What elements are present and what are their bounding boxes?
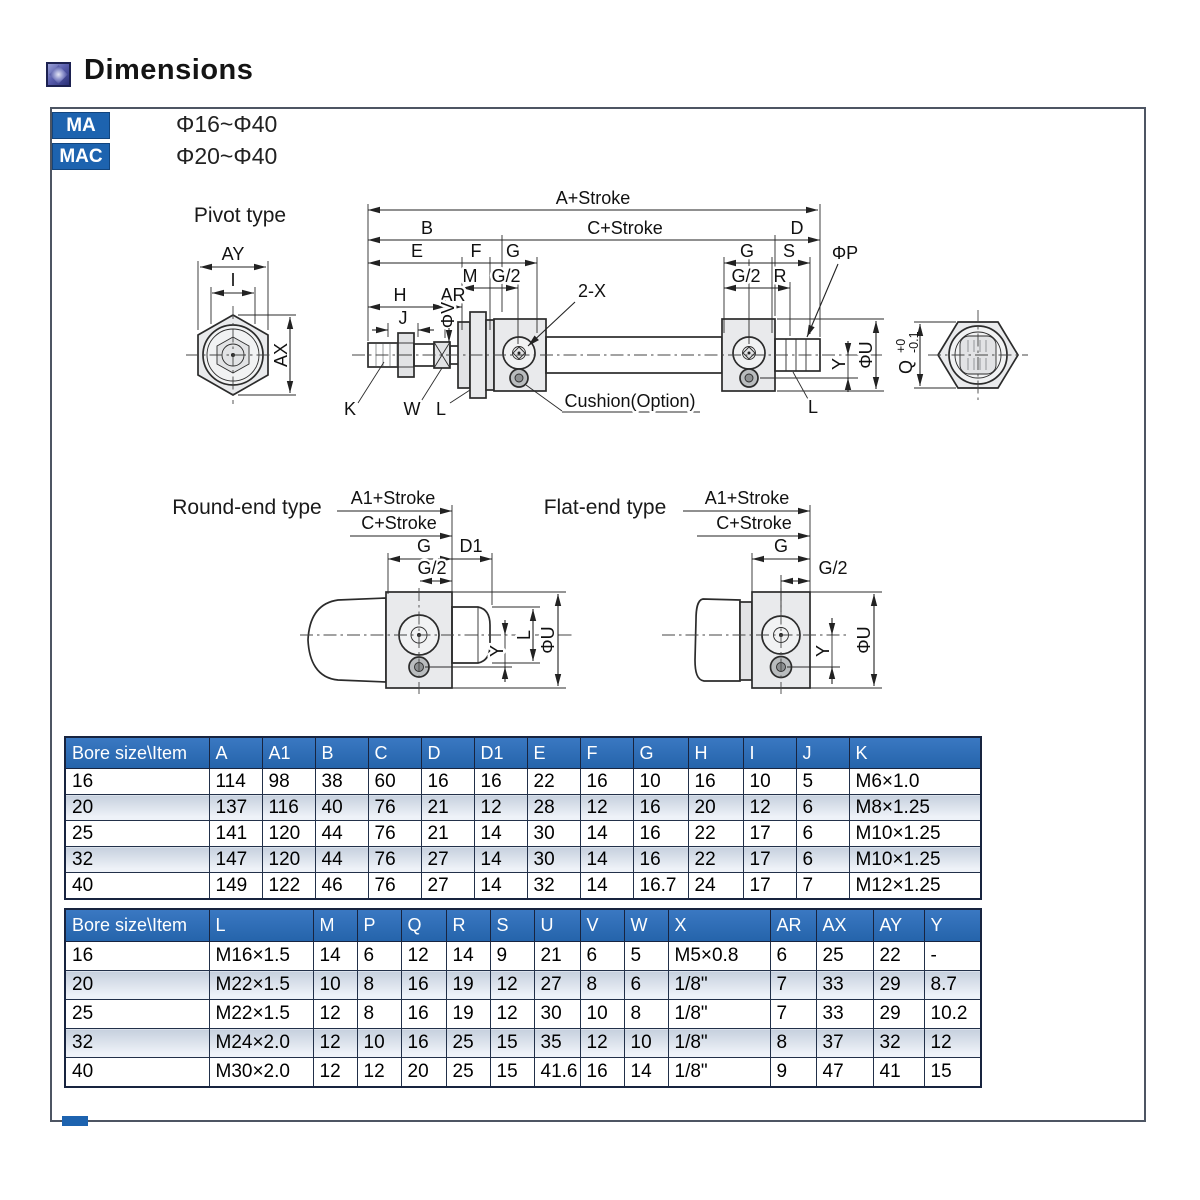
table-cell: 40 — [315, 795, 368, 821]
dim-label-ar: AR — [440, 285, 466, 305]
table-cell: M12×1.25 — [849, 873, 981, 900]
table-row — [65, 847, 981, 873]
dim-label-w: W — [403, 399, 421, 419]
table-cell: 12 — [580, 1029, 624, 1058]
dim-label-s: S — [782, 241, 796, 261]
table-cell: 16 — [401, 971, 446, 1000]
table-cell: 16 — [65, 942, 209, 971]
dim-label-phi-u: ΦU — [538, 626, 558, 654]
table-cell: M8×1.25 — [849, 795, 981, 821]
table-cell: 16 — [474, 769, 527, 795]
dim-label-j: J — [398, 308, 408, 328]
table-cell: 10 — [624, 1029, 668, 1058]
table-header-cell: E — [527, 737, 580, 769]
table-cell: 21 — [534, 942, 580, 971]
dim-label-g: G — [416, 536, 432, 556]
table-cell: 6 — [357, 942, 401, 971]
table-cell: 30 — [527, 847, 580, 873]
dim-label-l: L — [807, 397, 819, 417]
table-header-cell: W — [624, 909, 668, 942]
dim-label-c-stroke: C+Stroke — [587, 218, 663, 238]
table-cell: 14 — [313, 942, 357, 971]
table-cell: 6 — [796, 795, 849, 821]
table-cell: 16 — [633, 847, 688, 873]
table-cell: 41 — [873, 1058, 924, 1088]
dim-label-phi-u: ΦU — [854, 626, 874, 654]
table-cell: 76 — [368, 821, 421, 847]
table-cell: 47 — [816, 1058, 873, 1088]
table-cell: 41.6 — [534, 1058, 580, 1088]
table-cell: 14 — [474, 847, 527, 873]
table-cell: 33 — [816, 1000, 873, 1029]
table-header-cell: Bore size\Item — [65, 737, 209, 769]
table-cell: 116 — [262, 795, 315, 821]
table-header-cell: J — [796, 737, 849, 769]
table-header-cell: M — [313, 909, 357, 942]
dim-label-b: B — [420, 218, 434, 238]
table-cell: 8 — [624, 1000, 668, 1029]
table-cell: 25 — [446, 1029, 490, 1058]
table-header-cell: AX — [816, 909, 873, 942]
table-cell: 6 — [796, 821, 849, 847]
view-title-pivot: Pivot type — [193, 204, 287, 227]
table-cell: 20 — [65, 795, 209, 821]
table-header-cell: V — [580, 909, 624, 942]
dim-label-a1-stroke: A1+Stroke — [704, 488, 790, 508]
table-header-cell: C — [368, 737, 421, 769]
table-cell: 29 — [873, 1000, 924, 1029]
table-header-cell: Y — [924, 909, 981, 942]
model-badge-mac: MAC — [52, 143, 110, 170]
table-cell: 6 — [580, 942, 624, 971]
table-row — [65, 1029, 981, 1058]
dim-label-c-stroke: C+Stroke — [361, 513, 437, 533]
table-cell: 32 — [873, 1029, 924, 1058]
table-row — [65, 1000, 981, 1029]
table-cell: 60 — [368, 769, 421, 795]
dimension-table-2 — [64, 908, 982, 1088]
table-cell: 8.7 — [924, 971, 981, 1000]
table-cell: 7 — [796, 873, 849, 900]
svg-text:Q: Q — [896, 359, 916, 375]
table-cell: 76 — [368, 873, 421, 900]
table-header-cell: AY — [873, 909, 924, 942]
table-header-cell: Bore size\Item — [65, 909, 209, 942]
dim-label-l: L — [435, 399, 447, 419]
table-cell: 28 — [527, 795, 580, 821]
table-cell: 14 — [580, 873, 633, 900]
table-cell: 12 — [924, 1029, 981, 1058]
table-cell: 24 — [688, 873, 743, 900]
dim-label-g2: G/2 — [417, 558, 447, 578]
table-cell: 6 — [624, 971, 668, 1000]
table-header-cell: X — [668, 909, 770, 942]
dim-label-g2: G/2 — [731, 266, 761, 286]
table-cell: 120 — [262, 821, 315, 847]
table-cell: 16 — [65, 769, 209, 795]
dim-label-d: D — [790, 218, 804, 238]
table-cell: 25 — [816, 942, 873, 971]
table-cell: 6 — [770, 942, 816, 971]
view-title-flat: Flat-end type — [543, 496, 667, 519]
table-cell: 16 — [633, 821, 688, 847]
dim-label-ax: AX — [271, 342, 291, 368]
dim-label-f: F — [470, 241, 482, 261]
table-header-cell: H — [688, 737, 743, 769]
table-cell: 149 — [209, 873, 262, 900]
table-cell: M22×1.5 — [209, 1000, 313, 1029]
table-cell: 1/8" — [668, 971, 770, 1000]
table-cell: 1/8" — [668, 1000, 770, 1029]
table-header-cell: B — [315, 737, 368, 769]
table-cell: 21 — [421, 821, 474, 847]
table-cell: 147 — [209, 847, 262, 873]
table-cell: 114 — [209, 769, 262, 795]
table-cell: 14 — [580, 847, 633, 873]
table-cell: 98 — [262, 769, 315, 795]
table-cell: 27 — [421, 873, 474, 900]
table-header-cell: S — [490, 909, 534, 942]
table-cell: 32 — [65, 847, 209, 873]
table-cell: 122 — [262, 873, 315, 900]
table-cell: 21 — [421, 795, 474, 821]
dim-label-c-stroke: C+Stroke — [716, 513, 792, 533]
dim-label-a1-stroke: A1+Stroke — [350, 488, 436, 508]
table-cell: M16×1.5 — [209, 942, 313, 971]
table-cell: 40 — [65, 1058, 209, 1088]
dim-label-ay: AY — [221, 244, 245, 264]
table-cell: 6 — [796, 847, 849, 873]
table-cell: 10 — [357, 1029, 401, 1058]
dim-label-y: Y — [829, 357, 849, 371]
table-cell: 35 — [534, 1029, 580, 1058]
table-row — [65, 769, 981, 795]
table-row — [65, 821, 981, 847]
table-cell: 22 — [688, 821, 743, 847]
model-range-mac: Φ20~Φ40 — [176, 143, 278, 169]
table-cell: 14 — [446, 942, 490, 971]
table-cell: 12 — [743, 795, 796, 821]
table-cell: 46 — [315, 873, 368, 900]
table-cell: 141 — [209, 821, 262, 847]
table-header-cell: A1 — [262, 737, 315, 769]
table-cell: 16.7 — [633, 873, 688, 900]
view-title-round: Round-end type — [172, 496, 322, 519]
table-cell: M22×1.5 — [209, 971, 313, 1000]
table-cell: 12 — [401, 942, 446, 971]
table-cell: 33 — [816, 971, 873, 1000]
dim-label-g2: G/2 — [818, 558, 848, 578]
table-header-cell: AR — [770, 909, 816, 942]
table-cell: 137 — [209, 795, 262, 821]
table-cell: 12 — [490, 1000, 534, 1029]
table-cell: 16 — [580, 769, 633, 795]
table-cell: 32 — [65, 1029, 209, 1058]
table-cell: 10 — [743, 769, 796, 795]
dim-label-phi-u: ΦU — [856, 341, 876, 369]
table-cell: 40 — [65, 873, 209, 900]
table-cell: 10 — [580, 1000, 624, 1029]
table-header-cell: D1 — [474, 737, 527, 769]
table-cell: 12 — [313, 1000, 357, 1029]
table-cell: 16 — [633, 795, 688, 821]
footer-accent-bar — [62, 1116, 88, 1126]
table-cell: 14 — [580, 821, 633, 847]
table-cell: 30 — [527, 821, 580, 847]
table-cell: - — [924, 942, 981, 971]
table-cell: 7 — [770, 971, 816, 1000]
dim-label-phi-v: ΦV — [438, 301, 458, 329]
dim-label-g: G — [505, 241, 521, 261]
table-cell: 15 — [490, 1058, 534, 1088]
table-header-cell: R — [446, 909, 490, 942]
table-cell: 22 — [527, 769, 580, 795]
table-cell: 17 — [743, 873, 796, 900]
dim-label-g2: G/2 — [491, 266, 521, 286]
table-cell: 29 — [873, 971, 924, 1000]
table-cell: 19 — [446, 1000, 490, 1029]
table-cell: 16 — [401, 1000, 446, 1029]
page-title: Dimensions — [84, 54, 254, 86]
svg-text:+0: +0 — [894, 338, 908, 353]
model-range-ma: Φ16~Φ40 — [176, 111, 278, 137]
dim-label-phi-p: ΦP — [831, 243, 859, 263]
table-cell: 16 — [688, 769, 743, 795]
table-cell: M6×1.0 — [849, 769, 981, 795]
port-label-2x: 2-X — [577, 281, 607, 301]
table-cell: 10 — [313, 971, 357, 1000]
dim-label-e: E — [410, 241, 424, 261]
table-cell: 16 — [421, 769, 474, 795]
table-cell: 27 — [534, 971, 580, 1000]
table-cell: 8 — [770, 1029, 816, 1058]
table-header-cell: Q — [401, 909, 446, 942]
table-cell: 16 — [401, 1029, 446, 1058]
table-cell: 10 — [633, 769, 688, 795]
table-cell: 76 — [368, 795, 421, 821]
table-cell: 12 — [490, 971, 534, 1000]
table-cell: 7 — [770, 1000, 816, 1029]
table-header-cell: I — [743, 737, 796, 769]
table-cell: M10×1.25 — [849, 847, 981, 873]
dim-label-l: L — [514, 629, 534, 641]
dim-label-h: H — [393, 285, 407, 305]
table-header-cell: A — [209, 737, 262, 769]
table-cell: 8 — [357, 1000, 401, 1029]
table-cell: 17 — [743, 847, 796, 873]
table-cell: 38 — [315, 769, 368, 795]
table-cell: 22 — [873, 942, 924, 971]
table-cell: 22 — [688, 847, 743, 873]
table-cell: 15 — [924, 1058, 981, 1088]
table-cell: 17 — [743, 821, 796, 847]
table-cell: 20 — [65, 971, 209, 1000]
table-cell: 5 — [796, 769, 849, 795]
table-header-cell: L — [209, 909, 313, 942]
table-cell: 12 — [313, 1029, 357, 1058]
table-cell: 25 — [446, 1058, 490, 1088]
table-cell: M5×0.8 — [668, 942, 770, 971]
table-row — [65, 971, 981, 1000]
dim-label-y: Y — [813, 644, 833, 658]
table-cell: 16 — [580, 1058, 624, 1088]
table-cell: 9 — [490, 942, 534, 971]
table-cell: 14 — [474, 873, 527, 900]
table-cell: 14 — [474, 821, 527, 847]
cushion-note: Cushion(Option) — [564, 391, 696, 411]
dim-label-k: K — [343, 399, 357, 419]
dim-label-g: G — [739, 241, 755, 261]
dim-label-r: R — [773, 266, 787, 286]
table-cell: 25 — [65, 821, 209, 847]
table-cell: 12 — [313, 1058, 357, 1088]
table-cell: 37 — [816, 1029, 873, 1058]
table-cell: 1/8" — [668, 1058, 770, 1088]
table-cell: 30 — [534, 1000, 580, 1029]
table-row — [65, 795, 981, 821]
table-cell: 15 — [490, 1029, 534, 1058]
svg-text:-0.1: -0.1 — [907, 331, 921, 353]
table-header-cell: U — [534, 909, 580, 942]
dim-label-y: Y — [487, 644, 507, 658]
table-cell: 12 — [580, 795, 633, 821]
table-cell: 8 — [357, 971, 401, 1000]
table-cell: 8 — [580, 971, 624, 1000]
table-header-cell: P — [357, 909, 401, 942]
dim-label-a-stroke: A+Stroke — [555, 188, 631, 208]
table-header-cell: K — [849, 737, 981, 769]
table-cell: 19 — [446, 971, 490, 1000]
table-cell: 10.2 — [924, 1000, 981, 1029]
table-cell: M30×2.0 — [209, 1058, 313, 1088]
table-row — [65, 942, 981, 971]
dim-label-d1: D1 — [459, 536, 483, 556]
table-cell: M10×1.25 — [849, 821, 981, 847]
table-row — [65, 1058, 981, 1088]
table-cell: 9 — [770, 1058, 816, 1088]
dim-label-i: I — [230, 270, 236, 290]
table-header-cell: F — [580, 737, 633, 769]
table-cell: M24×2.0 — [209, 1029, 313, 1058]
table-cell: 1/8" — [668, 1029, 770, 1058]
table-cell: 32 — [527, 873, 580, 900]
table-cell: 44 — [315, 847, 368, 873]
table-cell: 20 — [688, 795, 743, 821]
table-header-row — [65, 737, 981, 769]
table-cell: 25 — [65, 1000, 209, 1029]
table-cell: 120 — [262, 847, 315, 873]
table-row — [65, 873, 981, 900]
table-header-row — [65, 909, 981, 942]
table-cell: 5 — [624, 942, 668, 971]
table-cell: 44 — [315, 821, 368, 847]
dim-label-g: G — [773, 536, 789, 556]
dim-label-m: M — [462, 266, 478, 286]
table-cell: 14 — [624, 1058, 668, 1088]
table-header-cell: D — [421, 737, 474, 769]
model-badge-ma: MA — [52, 112, 110, 139]
table-cell: 76 — [368, 847, 421, 873]
table-cell: 12 — [357, 1058, 401, 1088]
table-cell: 20 — [401, 1058, 446, 1088]
dimension-table-1 — [64, 736, 982, 900]
section-bullet-icon — [46, 62, 71, 87]
table-cell: 12 — [474, 795, 527, 821]
table-cell: 27 — [421, 847, 474, 873]
table-header-cell: G — [633, 737, 688, 769]
